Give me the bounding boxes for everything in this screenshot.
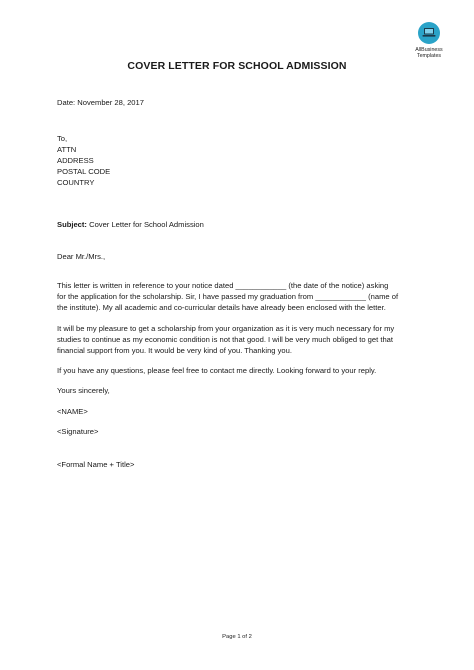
salutation: Dear Mr./Mrs., [57,252,106,261]
page-number: Page 1 of 2 [222,634,252,640]
recipient-postal-code: POSTAL CODE [57,167,111,176]
sender-name: <NAME> [57,407,88,416]
paragraph-1 [57,280,425,314]
brand-name-line2: Templates [416,53,442,59]
subject-text: Cover Letter for School Admission [86,220,204,229]
brand-name-line1: AllBusiness [415,47,443,53]
letter-date: Date: November 28, 2017 [57,98,144,107]
recipient-country: COUNTRY [57,178,95,187]
paragraph-1-line-3: the institute). My all academic and co-curricular details have already been enclosed with the letter. [57,303,386,313]
sender-formal-name: <Formal Name + Title> [57,460,135,469]
paragraph-1-line-2: for the application for the scholarship. Sir, I have passed my graduation from ____________ (name of [57,292,399,302]
sender-signature: <Signature> [57,427,99,436]
paragraph-2 [57,323,425,357]
laptop-icon [418,22,440,44]
recipient-to: To, [57,134,68,143]
recipient-attn: ATTN [57,145,77,154]
subject-label: Subject: [57,220,87,229]
paragraph-3: If you have any questions, please feel free to contact me directly. Looking forward to your reply. [57,366,377,375]
recipient-address: ADDRESS [57,156,94,165]
paragraph-2-line-1: It will be my pleasure to get a scholarship from your organization as it is very much necessary for my [57,324,395,333]
closing: Yours sincerely, [57,386,110,395]
paragraph-1-line-1: This letter is written in reference to your notice dated ____________ (the date of the notice) asking [57,281,389,290]
paragraph-2-line-3: financial support from you. It would be very kind of you. Thanking you. [57,346,292,356]
subject-line [57,219,204,230]
paragraph-2-line-2: studies to continue as my economic condition is not that good. I will be very much obliged to get that [57,335,394,345]
document-title: COVER LETTER FOR SCHOOL ADMISSION [127,60,347,72]
brand-logo [402,22,456,59]
